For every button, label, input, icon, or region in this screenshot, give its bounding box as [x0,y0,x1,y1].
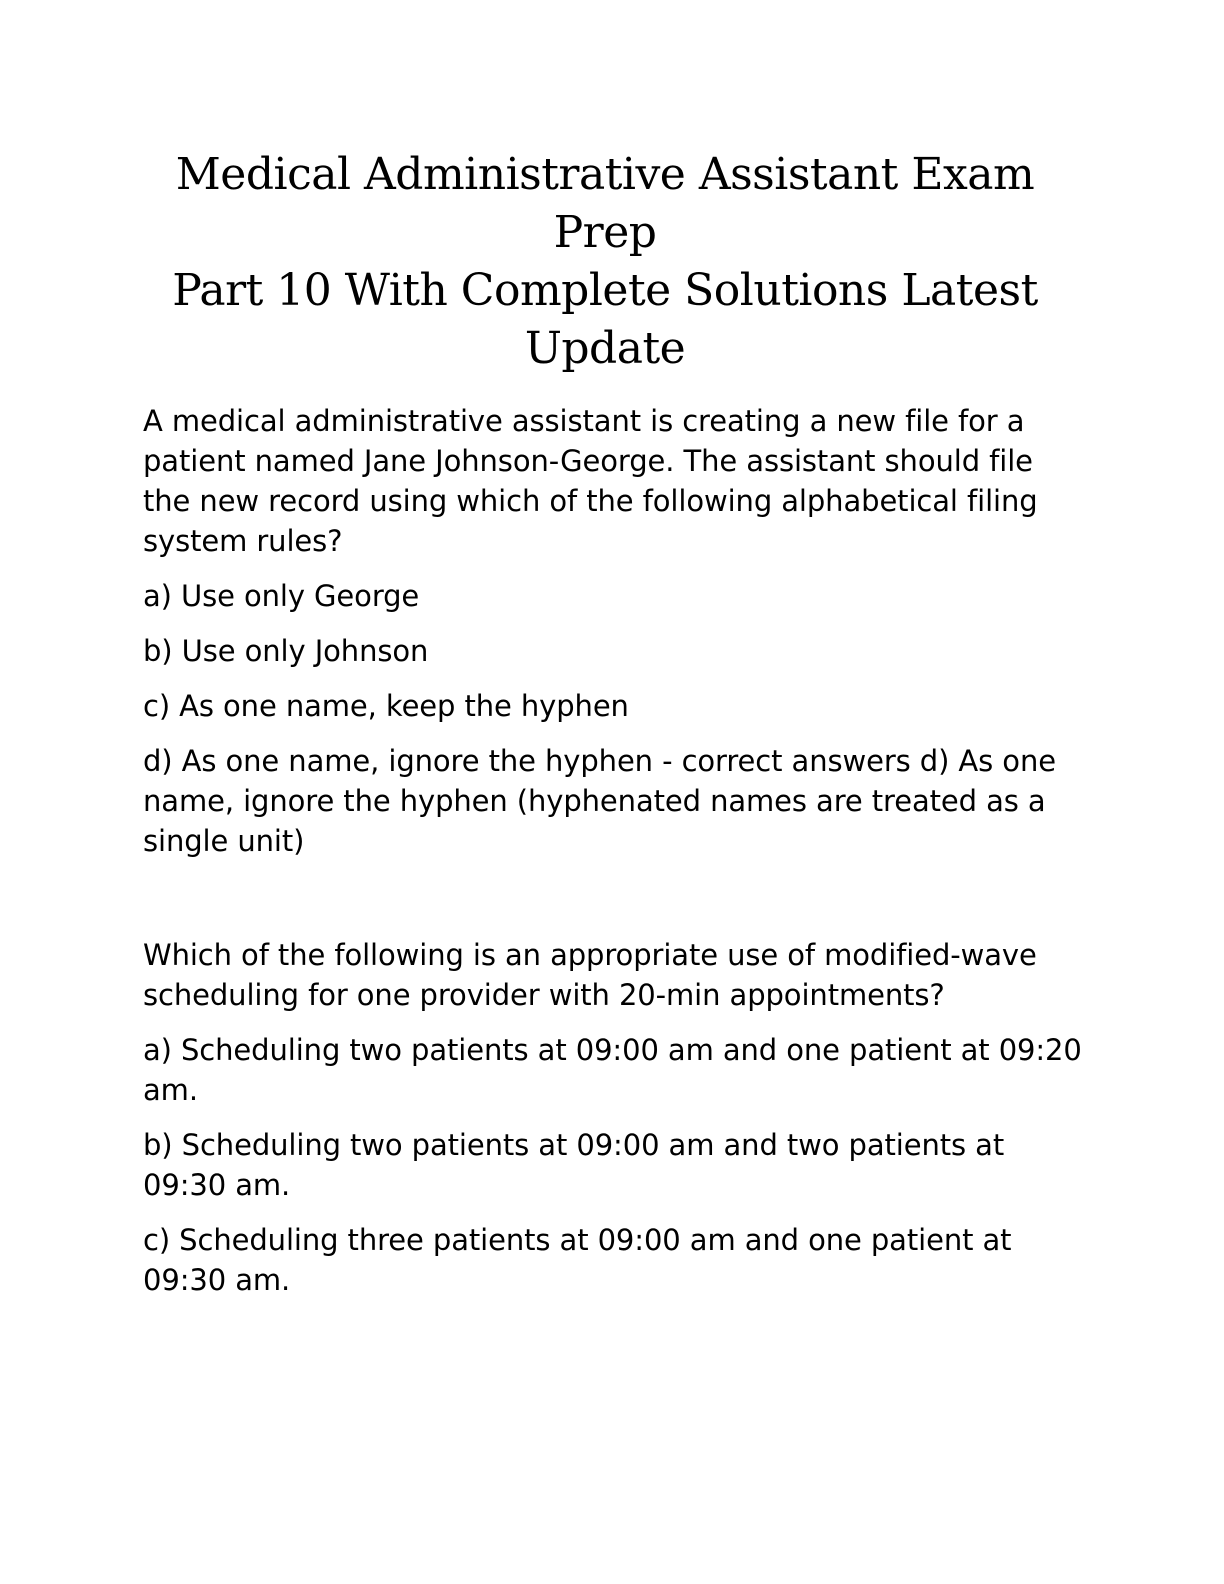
question-2 [143,935,1083,1315]
question-1-option-b: b) Use only Johnson [143,634,429,668]
question-1-stem: A medical administrative assistant is creating a new file for a patient named Jane Johnson-George. The assistant should file the new record using which of the following alphabetical filing system rules? [143,404,1038,558]
question-2-option-a: a) Scheduling two patients at 09:00 am and one patient at 09:20 am. [143,1033,1082,1107]
question-2-stem: Which of the following is an appropriate use of modified-wave scheduling for one provider with 20-min appointments? [143,938,1037,1012]
page-title [120,146,1090,378]
question-1-option-c: c) As one name, keep the hyphen [143,689,629,723]
question-2-option-c: c) Scheduling three patients at 09:00 am and one patient at 09:30 am. [143,1223,1012,1297]
title-line-3: Update [524,323,686,374]
title-line-2: Part 10 With Complete Solutions Latest [172,265,1038,316]
question-1 [143,401,1083,876]
question-1-option-d-answer: d) As one name, ignore the hyphen - correct answers d) As one name, ignore the hyphen (hyphenated names are treated as a single unit) [143,744,1056,858]
question-1-option-a: a) Use only George [143,579,420,613]
title-line-1: Medical Administrative Assistant Exam Prep [175,149,1035,258]
question-2-option-b: b) Scheduling two patients at 09:00 am and two patients at 09:30 am. [143,1128,1005,1202]
